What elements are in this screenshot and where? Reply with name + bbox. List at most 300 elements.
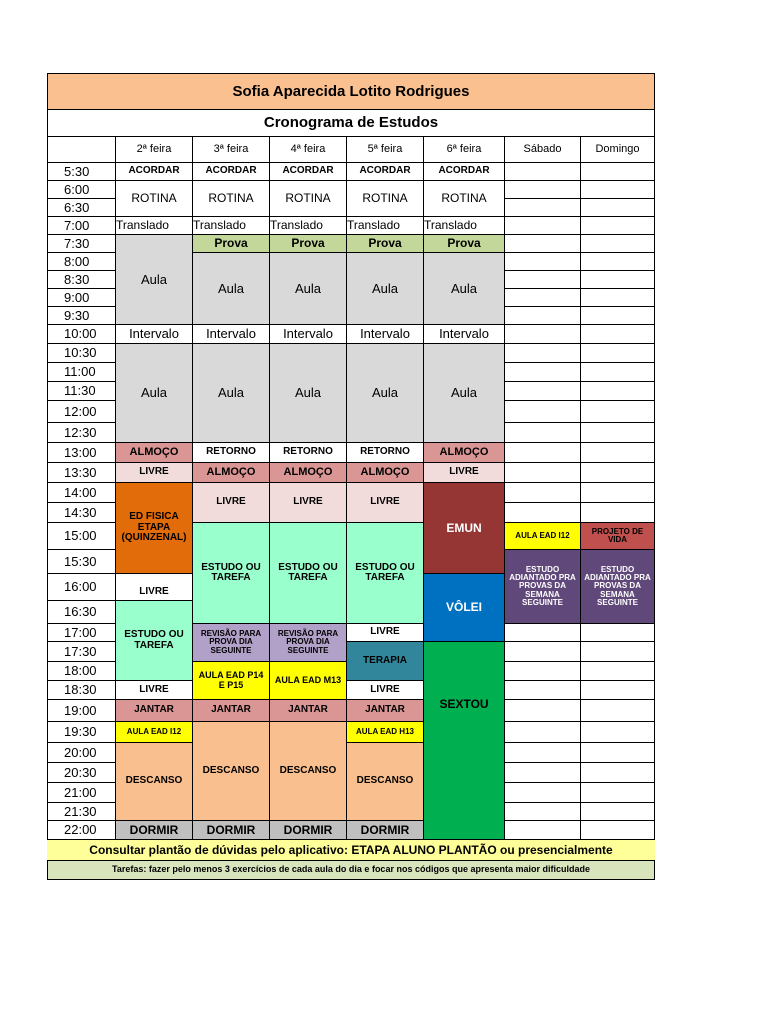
almoco-cell-label: ALMOÇO [283, 465, 333, 478]
prova-cell [269, 234, 347, 253]
empty-cell [580, 306, 655, 325]
estudo-tarefa-cell [346, 522, 424, 624]
day-header [346, 136, 424, 163]
almoco-cell [115, 442, 193, 463]
livre-cell [115, 680, 193, 700]
rotina-cell [423, 180, 505, 217]
almoco-cell [192, 462, 270, 483]
empty-cell [580, 782, 655, 803]
empty-cell [580, 198, 655, 217]
rotina-cell-label: ROTINA [131, 191, 177, 206]
empty-cell [580, 422, 655, 443]
empty-cell [504, 742, 581, 763]
time-label [47, 306, 116, 325]
dormir-cell [115, 820, 193, 840]
jantar-cell [346, 699, 424, 722]
almoco-cell-label: ALMOÇO [439, 445, 489, 458]
empty-cell [504, 699, 581, 722]
translado-cell [423, 216, 505, 235]
empty-cell [504, 343, 581, 363]
day-header-label: 3ª feira [213, 142, 249, 155]
time-label-label: 17:00 [64, 624, 97, 640]
aula-cell-label: Aula [217, 385, 245, 401]
aula-cell-label: Aula [217, 280, 245, 296]
empty-cell [504, 381, 581, 401]
day-header-label: 6ª feira [446, 142, 482, 155]
livre-cell [346, 482, 424, 523]
aula-ead-m13-cell-label: AULA EAD M13 [274, 674, 342, 685]
aula-cell [115, 234, 193, 325]
jantar-cell [192, 699, 270, 722]
descanso-cell-label: DESCANSO [356, 775, 414, 787]
time-label [47, 270, 116, 289]
livre-cell-label: LIVRE [293, 496, 323, 508]
empty-cell [580, 400, 655, 423]
time-label-label: 11:30 [64, 383, 96, 399]
time-label-label: 7:00 [64, 217, 90, 233]
empty-cell [580, 721, 655, 743]
aula-cell [423, 343, 505, 443]
retorno-cell [269, 442, 347, 463]
descanso-cell [115, 742, 193, 821]
rotina-cell [115, 180, 193, 217]
translado-cell [346, 216, 424, 235]
aula-cell-label: Aula [450, 280, 478, 296]
day-header [269, 136, 347, 163]
prova-cell [423, 234, 505, 253]
empty-cell [580, 699, 655, 722]
time-label [47, 234, 116, 253]
rotina-cell [346, 180, 424, 217]
intervalo-cell [115, 324, 193, 344]
empty-cell [580, 324, 655, 344]
time-label-label: 11:00 [64, 364, 96, 380]
almoco-cell-label: ALMOÇO [129, 445, 179, 458]
intervalo-cell [423, 324, 505, 344]
time-label [47, 362, 116, 382]
day-header-label: 4ª feira [290, 142, 326, 155]
tarefas-note [47, 860, 655, 880]
time-label [47, 661, 116, 681]
empty-cell [580, 482, 655, 503]
almoco-cell-label: ALMOÇO [206, 465, 256, 478]
rotina-cell-label: ROTINA [362, 191, 408, 206]
day-header [580, 136, 655, 163]
time-label-label: 6:00 [64, 181, 90, 197]
estudo-adiantado-sat-cell [504, 549, 581, 624]
empty-cell [504, 680, 581, 700]
empty-cell [580, 820, 655, 840]
time-label-label: 8:00 [64, 253, 90, 269]
day-header [115, 136, 193, 163]
translado-cell-label: Translado [116, 218, 169, 233]
empty-cell [504, 802, 581, 821]
time-label [47, 820, 116, 840]
intervalo-cell-label: Intervalo [283, 326, 333, 342]
retorno-cell [346, 442, 424, 463]
livre-cell [115, 573, 193, 601]
revisao-cell [192, 623, 270, 662]
retorno-cell [192, 442, 270, 463]
schedule-sheet [47, 73, 654, 880]
aula-cell [269, 252, 347, 325]
acordar-cell [346, 162, 424, 181]
time-label-label: 12:30 [64, 424, 97, 440]
time-label-label: 16:30 [64, 604, 97, 620]
empty-cell [504, 234, 581, 253]
time-label [47, 343, 116, 363]
livre-cell-label: LIVRE [216, 496, 246, 508]
jantar-cell-label: JANTAR [211, 704, 251, 716]
livre-cell-label: LIVRE [370, 626, 400, 638]
aula-cell [423, 252, 505, 325]
empty-cell [504, 180, 581, 199]
prova-cell [192, 234, 270, 253]
jantar-cell [115, 699, 193, 722]
time-label [47, 198, 116, 217]
retorno-cell-label: RETORNO [206, 446, 256, 458]
livre-cell [192, 482, 270, 523]
time-label [47, 400, 116, 423]
descanso-cell-label: DESCANSO [125, 775, 183, 787]
corner-cell [47, 136, 116, 163]
acordar-cell-label: ACORDAR [205, 165, 257, 177]
plantao-note-label: Consultar plantão de dúvidas pelo aplicativo: ETAPA ALUNO PLANTÃO ou presencialmente [89, 842, 613, 857]
time-label-label: 21:30 [64, 803, 97, 819]
empty-cell [580, 252, 655, 271]
dormir-cell [269, 820, 347, 840]
empty-cell [580, 234, 655, 253]
rotina-cell [192, 180, 270, 217]
empty-cell [504, 400, 581, 423]
empty-cell [504, 762, 581, 783]
time-label-label: 13:30 [64, 464, 97, 480]
day-header [192, 136, 270, 163]
time-label [47, 802, 116, 821]
empty-cell [504, 362, 581, 382]
acordar-cell-label: ACORDAR [282, 165, 334, 177]
time-label-label: 7:30 [64, 235, 90, 251]
empty-cell [580, 216, 655, 235]
aula-cell-label: Aula [294, 385, 322, 401]
aula-cell-label: Aula [450, 385, 478, 401]
empty-cell [580, 442, 655, 463]
day-header-label: 5ª feira [367, 142, 403, 155]
volei-cell-label: VÔLEI [445, 600, 482, 615]
day-header-label: 2ª feira [136, 142, 172, 155]
almoco-cell [423, 442, 505, 463]
retorno-cell-label: RETORNO [283, 446, 333, 458]
rotina-cell-label: ROTINA [208, 191, 254, 206]
livre-cell [115, 462, 193, 483]
prova-cell-label: Prova [368, 236, 402, 251]
time-label-label: 8:30 [64, 271, 90, 287]
descanso-cell [346, 742, 424, 821]
descanso-cell-label: DESCANSO [202, 764, 260, 776]
dormir-cell-label: DORMIR [283, 822, 333, 837]
aula-ead-i12-cell-label: AULA EAD I12 [126, 726, 182, 736]
aula-ead-h13-cell [346, 721, 424, 743]
time-label [47, 573, 116, 601]
aula-cell [115, 343, 193, 443]
aula-cell-label: Aula [140, 385, 168, 401]
empty-cell [580, 270, 655, 289]
livre-cell [346, 680, 424, 700]
day-header-label: Sábado [523, 142, 562, 155]
tarefas-note-label: Tarefas: fazer pelo menos 3 exercícios de cada aula do dia e focar nos códigos que apresenta maior dificuldade [112, 864, 590, 875]
aula-ead-i12-sat-cell-label: AULA EAD I12 [515, 530, 570, 540]
aula-ead-p14-cell [192, 661, 270, 700]
day-header-label: Domingo [595, 142, 640, 155]
empty-cell [504, 216, 581, 235]
translado-cell-label: Translado [270, 218, 323, 233]
empty-cell [504, 162, 581, 181]
time-label-label: 20:30 [64, 764, 97, 780]
aula-ead-p14-cell-label: AULA EAD P14 E P15 [198, 670, 264, 690]
time-label-label: 10:00 [64, 326, 97, 342]
day-header [423, 136, 505, 163]
terapia-cell [346, 641, 424, 681]
time-label-label: 9:00 [64, 289, 90, 305]
time-label [47, 462, 116, 483]
livre-cell [423, 462, 505, 483]
jantar-cell-label: JANTAR [288, 704, 328, 716]
time-label-label: 15:00 [64, 528, 97, 544]
aula-cell-label: Aula [371, 385, 399, 401]
time-label-label: 5:30 [64, 163, 90, 179]
rotina-cell-label: ROTINA [441, 191, 487, 206]
livre-cell [346, 623, 424, 642]
time-label [47, 422, 116, 443]
aula-ead-i12-sat-cell [504, 522, 581, 550]
almoco-cell-label: ALMOÇO [360, 465, 410, 478]
descanso-cell-label: DESCANSO [279, 764, 337, 776]
intervalo-cell-label: Intervalo [360, 326, 410, 342]
time-label-label: 14:30 [64, 504, 97, 520]
time-label [47, 442, 116, 463]
livre-cell [269, 482, 347, 523]
acordar-cell [269, 162, 347, 181]
revisao-cell-label: REVISÃO PARA PROVA DIA SEGUINTE [200, 628, 262, 655]
prova-cell-label: Prova [291, 236, 325, 251]
time-label-label: 16:00 [64, 579, 97, 595]
dormir-cell [346, 820, 424, 840]
aula-cell [192, 252, 270, 325]
revisao-cell-label: REVISÃO PARA PROVA DIA SEGUINTE [277, 628, 339, 655]
time-label [47, 699, 116, 722]
time-label-label: 20:00 [64, 744, 97, 760]
acordar-cell-label: ACORDAR [128, 165, 180, 177]
empty-cell [580, 362, 655, 382]
livre-cell-label: LIVRE [370, 496, 400, 508]
ed-fisica-cell [115, 482, 193, 574]
prova-cell-label: Prova [447, 236, 481, 251]
aula-ead-h13-cell-label: AULA EAD H13 [356, 726, 414, 736]
empty-cell [580, 288, 655, 307]
acordar-cell-label: ACORDAR [359, 165, 411, 177]
empty-cell [580, 680, 655, 700]
aula-cell-label: Aula [371, 280, 399, 296]
retorno-cell-label: RETORNO [360, 446, 410, 458]
volei-cell [423, 573, 505, 642]
plantao-note [47, 840, 655, 860]
empty-cell [580, 162, 655, 181]
aula-cell [346, 343, 424, 443]
intervalo-cell [192, 324, 270, 344]
time-label [47, 742, 116, 763]
empty-cell [580, 661, 655, 681]
empty-cell [504, 661, 581, 681]
rotina-cell-label: ROTINA [285, 191, 331, 206]
estudo-tarefa-cell-label: ESTUDO OU TAREFA [124, 629, 184, 651]
time-label-label: 21:00 [64, 784, 97, 800]
empty-cell [504, 270, 581, 289]
time-label [47, 502, 116, 523]
time-label-label: 13:00 [64, 444, 97, 460]
livre-cell-label: LIVRE [139, 466, 169, 478]
time-label [47, 162, 116, 181]
empty-cell [580, 343, 655, 363]
livre-cell-label: LIVRE [449, 466, 479, 478]
empty-cell [580, 502, 655, 523]
time-label-label: 12:00 [64, 403, 97, 419]
empty-cell [504, 442, 581, 463]
sextou-cell-label: SEXTOU [439, 697, 489, 711]
prova-cell [346, 234, 424, 253]
estudo-tarefa-cell-label: ESTUDO OU TAREFA [278, 561, 338, 583]
time-label-label: 14:00 [64, 484, 97, 500]
empty-cell [580, 462, 655, 483]
aula-cell [346, 252, 424, 325]
dormir-cell-label: DORMIR [360, 822, 410, 837]
time-label-label: 18:00 [64, 663, 97, 679]
rotina-cell [269, 180, 347, 217]
translado-cell [269, 216, 347, 235]
dormir-cell-label: DORMIR [129, 822, 179, 837]
acordar-cell [423, 162, 505, 181]
empty-cell [504, 422, 581, 443]
student-name [47, 73, 655, 110]
empty-cell [580, 180, 655, 199]
aula-cell-label: Aula [140, 271, 168, 287]
empty-cell [504, 306, 581, 325]
time-label-label: 10:30 [64, 345, 97, 361]
almoco-cell [269, 462, 347, 483]
time-label-label: 18:30 [64, 682, 97, 698]
dormir-cell [192, 820, 270, 840]
time-label-label: 17:30 [64, 643, 97, 659]
sextou-cell [423, 641, 505, 840]
estudo-tarefa-cell-label: ESTUDO OU TAREFA [355, 561, 415, 583]
almoco-cell [346, 462, 424, 483]
time-label [47, 600, 116, 624]
empty-cell [580, 762, 655, 783]
aula-cell [192, 343, 270, 443]
time-label-label: 19:30 [64, 724, 97, 740]
time-label-label: 15:30 [64, 553, 97, 569]
empty-cell [504, 623, 581, 642]
aula-ead-i12-cell [115, 721, 193, 743]
acordar-cell [192, 162, 270, 181]
empty-cell [580, 641, 655, 662]
empty-cell [504, 820, 581, 840]
descanso-cell [192, 721, 270, 821]
time-label [47, 641, 116, 662]
livre-cell-label: LIVRE [370, 683, 400, 695]
aula-cell [269, 343, 347, 443]
time-label [47, 252, 116, 271]
time-label [47, 721, 116, 743]
time-label-label: 6:30 [64, 199, 90, 215]
estudo-adiantado-sun-cell-label: ESTUDO ADIANTADO PRA PROVAS DA SEMANA SEGUINTE [584, 564, 651, 608]
student-name-label: Sofia Aparecida Lotito Rodrigues [232, 82, 470, 100]
intervalo-cell-label: Intervalo [206, 326, 256, 342]
projeto-vida-cell-label: PROJETO DE VIDA [591, 526, 644, 544]
emun-cell [423, 482, 505, 574]
day-header [504, 136, 581, 163]
time-label [47, 288, 116, 307]
empty-cell [504, 641, 581, 662]
time-label [47, 680, 116, 700]
empty-cell [504, 502, 581, 523]
empty-cell [580, 802, 655, 821]
time-label [47, 482, 116, 503]
intervalo-cell-label: Intervalo [439, 326, 489, 342]
empty-cell [504, 288, 581, 307]
schedule-title-label: Cronograma de Estudos [263, 114, 439, 132]
time-label-label: 22:00 [64, 822, 97, 838]
jantar-cell [269, 699, 347, 722]
translado-cell [192, 216, 270, 235]
empty-cell [580, 742, 655, 763]
emun-cell-label: EMUN [446, 520, 482, 535]
estudo-adiantado-sat-cell-label: ESTUDO ADIANTADO PRA PROVAS DA SEMANA SEGUINTE [509, 564, 576, 608]
time-label [47, 782, 116, 803]
aula-ead-m13-cell [269, 661, 347, 700]
projeto-vida-cell [580, 522, 655, 550]
intervalo-cell-label: Intervalo [129, 326, 179, 342]
empty-cell [504, 462, 581, 483]
empty-cell [504, 782, 581, 803]
jantar-cell-label: JANTAR [365, 704, 405, 716]
time-label [47, 549, 116, 574]
acordar-cell-label: ACORDAR [438, 165, 490, 177]
estudo-tarefa-cell-label: ESTUDO OU TAREFA [201, 561, 261, 583]
empty-cell [504, 252, 581, 271]
dormir-cell-label: DORMIR [206, 822, 256, 837]
translado-cell-label: Translado [347, 218, 400, 233]
livre-cell-label: LIVRE [139, 585, 169, 597]
prova-cell-label: Prova [214, 236, 248, 251]
time-label [47, 522, 116, 550]
time-label [47, 324, 116, 344]
time-label [47, 381, 116, 401]
estudo-tarefa-cell [192, 522, 270, 624]
translado-cell-label: Translado [193, 218, 246, 233]
schedule-title [47, 109, 655, 137]
intervalo-cell [346, 324, 424, 344]
translado-cell [115, 216, 193, 235]
time-label [47, 762, 116, 783]
empty-cell [504, 324, 581, 344]
time-label [47, 623, 116, 642]
estudo-tarefa-cell [115, 600, 193, 681]
estudo-tarefa-cell [269, 522, 347, 624]
empty-cell [504, 198, 581, 217]
time-label-label: 19:00 [64, 702, 97, 718]
estudo-adiantado-sun-cell [580, 549, 655, 624]
aula-cell-label: Aula [294, 280, 322, 296]
